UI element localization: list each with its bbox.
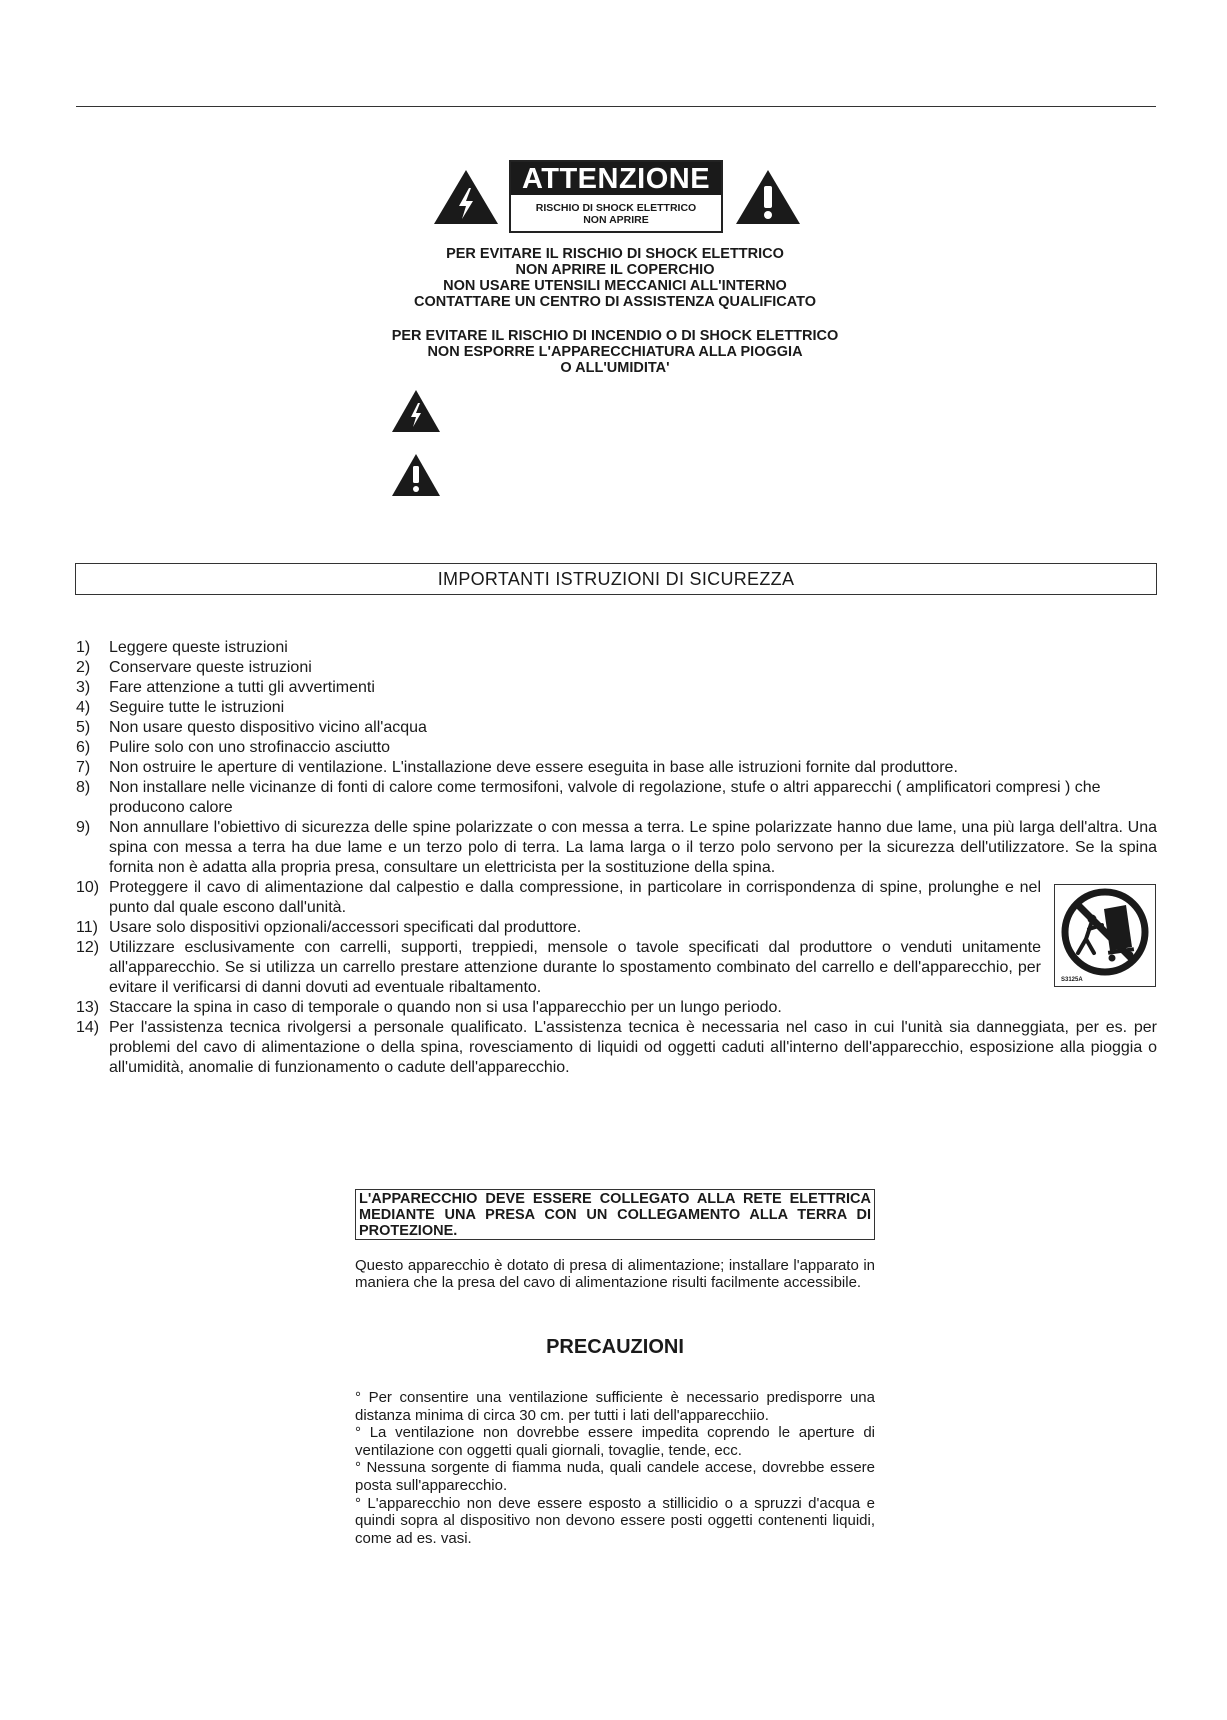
warning-label bbox=[509, 160, 723, 233]
list-item bbox=[76, 818, 1157, 878]
warning-label-title: ATTENZIONE bbox=[511, 162, 721, 195]
fire-warning-line: PER EVITARE IL RISCHIO DI INCENDIO O DI SHOCK ELETTRICO bbox=[391, 328, 839, 344]
list-item bbox=[76, 998, 1157, 1018]
list-item-text: Seguire tutte le istruzioni bbox=[109, 699, 285, 716]
lightning-symbol-icon bbox=[390, 388, 442, 439]
list-item-number: 2) bbox=[76, 659, 91, 676]
cart-warning-icon bbox=[1056, 887, 1155, 977]
list-item-number: 13) bbox=[76, 999, 100, 1016]
list-item-text: Conservare queste istruzioni bbox=[109, 659, 312, 676]
list-item bbox=[76, 918, 1157, 938]
exclamation-warning-icon bbox=[734, 168, 802, 231]
list-item bbox=[76, 638, 1157, 658]
precaution-item: ° L'apparecchio non deve essere esposto a stillicidio o a spruzzi d'acqua e quindi sopra al dispositivo non devono essere posti oggetti contenenti liquidi, come ad es. vasi. bbox=[355, 1494, 875, 1547]
section-title: IMPORTANTI ISTRUZIONI DI SICUREZZA bbox=[75, 563, 1157, 595]
list-item bbox=[76, 778, 1157, 818]
list-item-number: 8) bbox=[76, 779, 91, 796]
precautions-list bbox=[355, 1389, 875, 1547]
shock-warning-line: NON USARE UTENSILI MECCANICI ALL'INTERNO bbox=[443, 278, 787, 294]
list-item bbox=[76, 738, 1157, 758]
instructions-list bbox=[76, 638, 1157, 1078]
list-item-number: 9) bbox=[76, 819, 91, 836]
precaution-item: ° Per consentire una ventilazione sufficiente è necessario predisporre una distanza minima di circa 30 cm. per tutti i lati dell'apparecchiio. bbox=[355, 1389, 875, 1424]
list-item bbox=[76, 658, 1157, 678]
list-item-text: Non usare questo dispositivo vicino all'acqua bbox=[109, 719, 427, 736]
list-item bbox=[76, 1018, 1157, 1078]
list-item-text: Pulire solo con uno strofinaccio asciutto bbox=[109, 739, 391, 756]
warning-label-subtitle bbox=[511, 202, 721, 226]
list-item-text: Usare solo dispositivi opzionali/accessori specificati dal produttore. bbox=[109, 919, 582, 936]
list-item-text: Utilizzare esclusivamente con carrelli, supporti, treppiedi, mensole o tavole specificati dal produttore o venduti unitamente all'apparecchio. Se si utilizza un carrello prestare attenzione durante lo spostamento combinato del carrello e dell'apparecchio, per evitare il verificarsi di danni dovuti ad eventuale ribaltamento. bbox=[109, 939, 1041, 996]
top-rule bbox=[76, 106, 1156, 107]
list-item-number: 10) bbox=[76, 879, 100, 896]
list-item-number: 7) bbox=[76, 759, 91, 776]
precautions-title: PRECAUZIONI bbox=[546, 1336, 684, 1358]
shock-warning-line: NON APRIRE IL COPERCHIO bbox=[515, 262, 715, 278]
list-item-number: 14) bbox=[76, 1019, 100, 1036]
shock-warning-line: PER EVITARE IL RISCHIO DI SHOCK ELETTRICO bbox=[446, 246, 784, 262]
list-item bbox=[76, 758, 1157, 778]
fire-warning-line: NON ESPORRE L'APPARECCHIATURA ALLA PIOGGIA bbox=[427, 344, 803, 360]
exclamation-symbol-icon bbox=[390, 452, 442, 503]
list-item bbox=[76, 878, 1157, 918]
list-item-text: Non installare nelle vicinanze di fonti di calore come termosifoni, valvole di regolazione, stufe o altri apparecchi ( amplificatori compresi ) che producono calore bbox=[109, 779, 1101, 816]
list-item-text: Leggere queste istruzioni bbox=[109, 639, 288, 656]
list-item-text: Non annullare l'obiettivo di sicurezza delle spine polarizzate o con messa a terra. Le spine polarizzate hanno due lame, una più larga dell'altra. Una spina con messa a terra ha due lame e un terzo polo di terra. La lama larga o il terzo polo servono per la sicurezza dell'utilizzatore. Se la spina fornita non è adatta alla propria presa, consultare un elettricista per la sostituzione della spina. bbox=[109, 819, 1157, 876]
fire-warning-line: O ALL'UMIDITA' bbox=[560, 360, 670, 376]
list-item-text: Fare attenzione a tutti gli avvertimenti bbox=[109, 679, 375, 696]
list-item-number: 6) bbox=[76, 739, 91, 756]
shock-warning-line: CONTATTARE UN CENTRO DI ASSISTENZA QUALIFICATO bbox=[414, 294, 816, 310]
list-item bbox=[76, 698, 1157, 718]
plug-paragraph: Questo apparecchio è dotato di presa di alimentazione; installare l'apparato in maniera che la presa del cavo di alimentazione risulti facilmente accessibile. bbox=[355, 1257, 875, 1291]
warning-label-sub-line: RISCHIO DI SHOCK ELETTRICO bbox=[535, 202, 697, 214]
warning-label-sub-line: NON APRIRE bbox=[583, 214, 649, 226]
list-item-number: 4) bbox=[76, 699, 91, 716]
list-item-text: Proteggere il cavo di alimentazione dal calpestio e dalla compressione, in particolare in corrispondenza di spine, prolunghe e nel punto dal quale escono dall'unità. bbox=[109, 879, 1041, 916]
list-item-number: 5) bbox=[76, 719, 91, 736]
cart-tipover-warning bbox=[1054, 884, 1156, 987]
precaution-item: ° La ventilazione non dovrebbe essere impedita coprendo le aperture di ventilazione con oggetti quali giornali, tovaglie, tende, ecc. bbox=[355, 1424, 875, 1459]
ground-notice: L'APPARECCHIO DEVE ESSERE COLLEGATO ALLA RETE ELETTRICA MEDIANTE UNA PRESA CON UN COLLEGAMENTO ALLA TERRA DI PROTEZIONE. bbox=[355, 1189, 875, 1240]
cart-icon-code: S3125A bbox=[1061, 977, 1083, 983]
list-item bbox=[76, 938, 1157, 998]
list-item-number: 12) bbox=[76, 939, 100, 956]
list-item-number: 1) bbox=[76, 639, 91, 656]
list-item-number: 3) bbox=[76, 679, 91, 696]
list-item-text: Per l'assistenza tecnica rivolgersi a personale qualificato. L'assistenza tecnica è necessaria nel caso in cui l'unità sia danneggiata, per es. per problemi del cavo di alimentazione o della spina, rovesciamento di liquidi od oggetti caduti all'interno dell'apparecchio, esposizione alla pioggia o all'umidità, anomalie di funzionamento o cadute dell'apparecchio. bbox=[109, 1019, 1157, 1076]
list-item bbox=[76, 678, 1157, 698]
lightning-warning-icon bbox=[432, 168, 500, 231]
list-item bbox=[76, 718, 1157, 738]
list-item-number: 11) bbox=[76, 919, 98, 936]
shock-warning-text bbox=[330, 246, 900, 310]
list-item-text: Staccare la spina in caso di temporale o quando non si usa l'apparecchio per un lungo periodo. bbox=[109, 999, 782, 1016]
list-item-text: Non ostruire le aperture di ventilazione. L'installazione deve essere eseguita in base alle istruzioni fornite dal produttore. bbox=[109, 759, 958, 776]
fire-warning-text bbox=[330, 328, 900, 376]
precaution-item: ° Nessuna sorgente di fiamma nuda, quali candele accese, dovrebbe essere posta sull'apparecchio. bbox=[355, 1459, 875, 1494]
